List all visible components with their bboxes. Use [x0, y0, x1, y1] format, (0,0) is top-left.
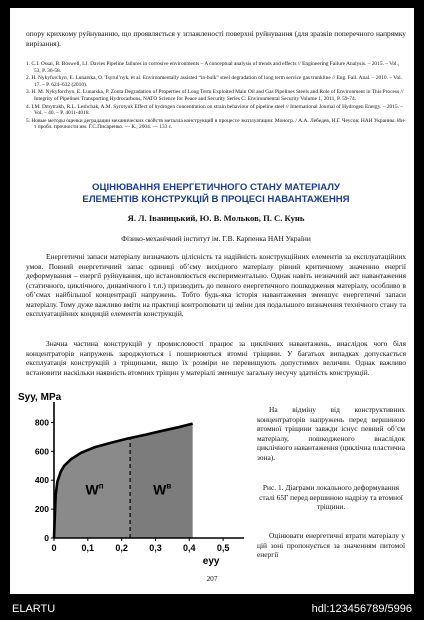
document-page — [10, 8, 414, 594]
y-tick-label: 800 — [34, 417, 49, 428]
region-label: $W^п$ — [85, 481, 104, 498]
figure-caption: Рис. 1. Діаграми локального деформування сталі 65Г перед вершиною надрізу та втомної тріщини. — [259, 483, 403, 511]
body-paragraph: Значна частина конструкцій у промисловості працює за циклічних навантажень, внаслідок чого біля концентраторів напружень зароджуються і поширюються втомні тріщини. У багатьох випадках допускається експлуатація конструкцій з тріщинами, якщо їх розміри не перевищують допустимих величин. Однак важливо встановити наскільки наявність втомних тріщин у матеріалі зменшує загальну несучу здатність конструкцій. — [26, 339, 406, 377]
y-axis-label: Syy, MPa — [18, 392, 62, 403]
y-tick-label: 0 — [44, 533, 49, 543]
x-tick-label: 0,4 — [183, 543, 196, 553]
y-tick-label: 400 — [34, 475, 49, 486]
x-tick-label: 0,1 — [81, 543, 95, 553]
x-tick-label: 0,3 — [149, 543, 162, 553]
reference-item: 2. H. Nykyforchyn, E. Lunarska, O. Tsyrul’nyk, et al. Environmentally assisted “in-bulk” steel degradation of long term service gas trunkline // Eng. Fail. Anal. – 2010. – Vol. 17. – P. 624–632 (2010). — [26, 75, 402, 88]
x-axis-label: eyy — [202, 556, 220, 567]
article-authors: Я. Л. Іваницький, Ю. В. Мольков, П. С. Кунь — [127, 213, 305, 223]
reference-list — [26, 61, 406, 132]
footer-repository-label: ELARTU — [12, 603, 56, 615]
body-paragraph: Енергетичні запаси матеріалу визначають цілісність та надійність конструкційних елементів за експлуатаційних умов. Повний енергетичний запас одиниці об’єму вихідного матеріалу рівний критичному значенню енергії деформування – енергії руйнування, що встановлюється експериментально. Однак навіть незначний акт навантаження (статичного, циклічного, динамічного і т.п.) призводить до певного енергетичного пошкодження матеріалу, особливо в об’ємах найбільшої концентрації напружень. Тобто будь-яка історія навантаження зменшує енергетичні запаси матеріалу. Тому дуже важливо вміти на практиці контролювати ці зміни для подальшого визначення технічного стану та експлуатаційних кондицій елементів конструкцій. — [26, 252, 406, 318]
x-tick-label: 0,5 — [216, 543, 230, 553]
reference-item: 3. H. M. Nykyforchyn, E. Lunarska, P. Zonta Degradation of Properties of Long Term Exploited Main Oil and Gas Pipelines Steels and Role of Environment in This Process // Integrity of Pipelines Transporting Hydrocarbons, NATO Science for Peace and Security Series C: Environmental Security Volume 1, 2011, P. 59-74. — [26, 89, 404, 102]
side-paragraph: На відміну від конструктивних концентраторів напружень перед вершиною втомної тріщини завжди існує певний об’єм матеріалу, пошкодженого внаслідок циклічного навантаження (циклічна пластична зона). — [257, 405, 405, 462]
y-tick-label: 600 — [34, 446, 49, 457]
region-label: $W^в$ — [153, 481, 172, 498]
x-tick-label: 0,2 — [115, 543, 128, 553]
article-affiliation: Фізико-механічний інститут ім. Г.В. Карпенка НАН України — [121, 234, 311, 243]
article-title — [26, 182, 406, 205]
stress-strain-chart — [16, 386, 256, 568]
article-title-line: ЕЛЕМЕНТІВ КОНСТРУКЦІЙ В ПРОЦЕСІ НАВАНТАЖЕННЯ — [82, 193, 350, 205]
x-tick-label: 0 — [51, 543, 57, 553]
article-title-line: ОЦІНЮВАННЯ ЕНЕРГЕТИЧНОГО СТАНУ МАТЕРІАЛУ — [92, 182, 340, 193]
reference-item: 5. Новые методы оценки деградации механических свойств металла конструкций в процессе эксплуатации: Моногр. / А.А. Лебедев, Н.Г. Чеусов; НАН Украины. Ин-т пробл. прочности им. Г.С.Писаренко. — К., 2004. — 133 с. — [26, 117, 406, 131]
page-number: 207 — [206, 574, 218, 583]
reference-item: 4. I.M. Dmytrakh, R.L. Leshchak, A.M. Syrotyuk Effect of hydrogen concentration on strain behaviour of pipeline steel // International Journal of Hydrogen Energy. – 2015. – Vol. – 40. – P. 4011-4018. — [26, 103, 404, 117]
footer-handle: hdl:123456789/5996 — [311, 603, 412, 615]
continuation-text: опору крихкому руйнуванню, що проявляється у зглажленості поверхні руйнування (для зразків поперечного напрямку вирізання). — [26, 29, 406, 48]
y-tick-label: 200 — [34, 504, 49, 515]
side-paragraph: Оцінювати енергетичні втрати матеріалу у цій зоні пропонується за значенням питомої енергії — [257, 531, 405, 559]
reference-item: 1. C.I. Ossai, B. Boswell, I.J. Davies Pipeline failures in corrosive environments – A conceptual analysis of trends and effects // Engineering Failure Analysis. – 2015. – Vol., 53, P. 36-58. — [26, 61, 400, 74]
